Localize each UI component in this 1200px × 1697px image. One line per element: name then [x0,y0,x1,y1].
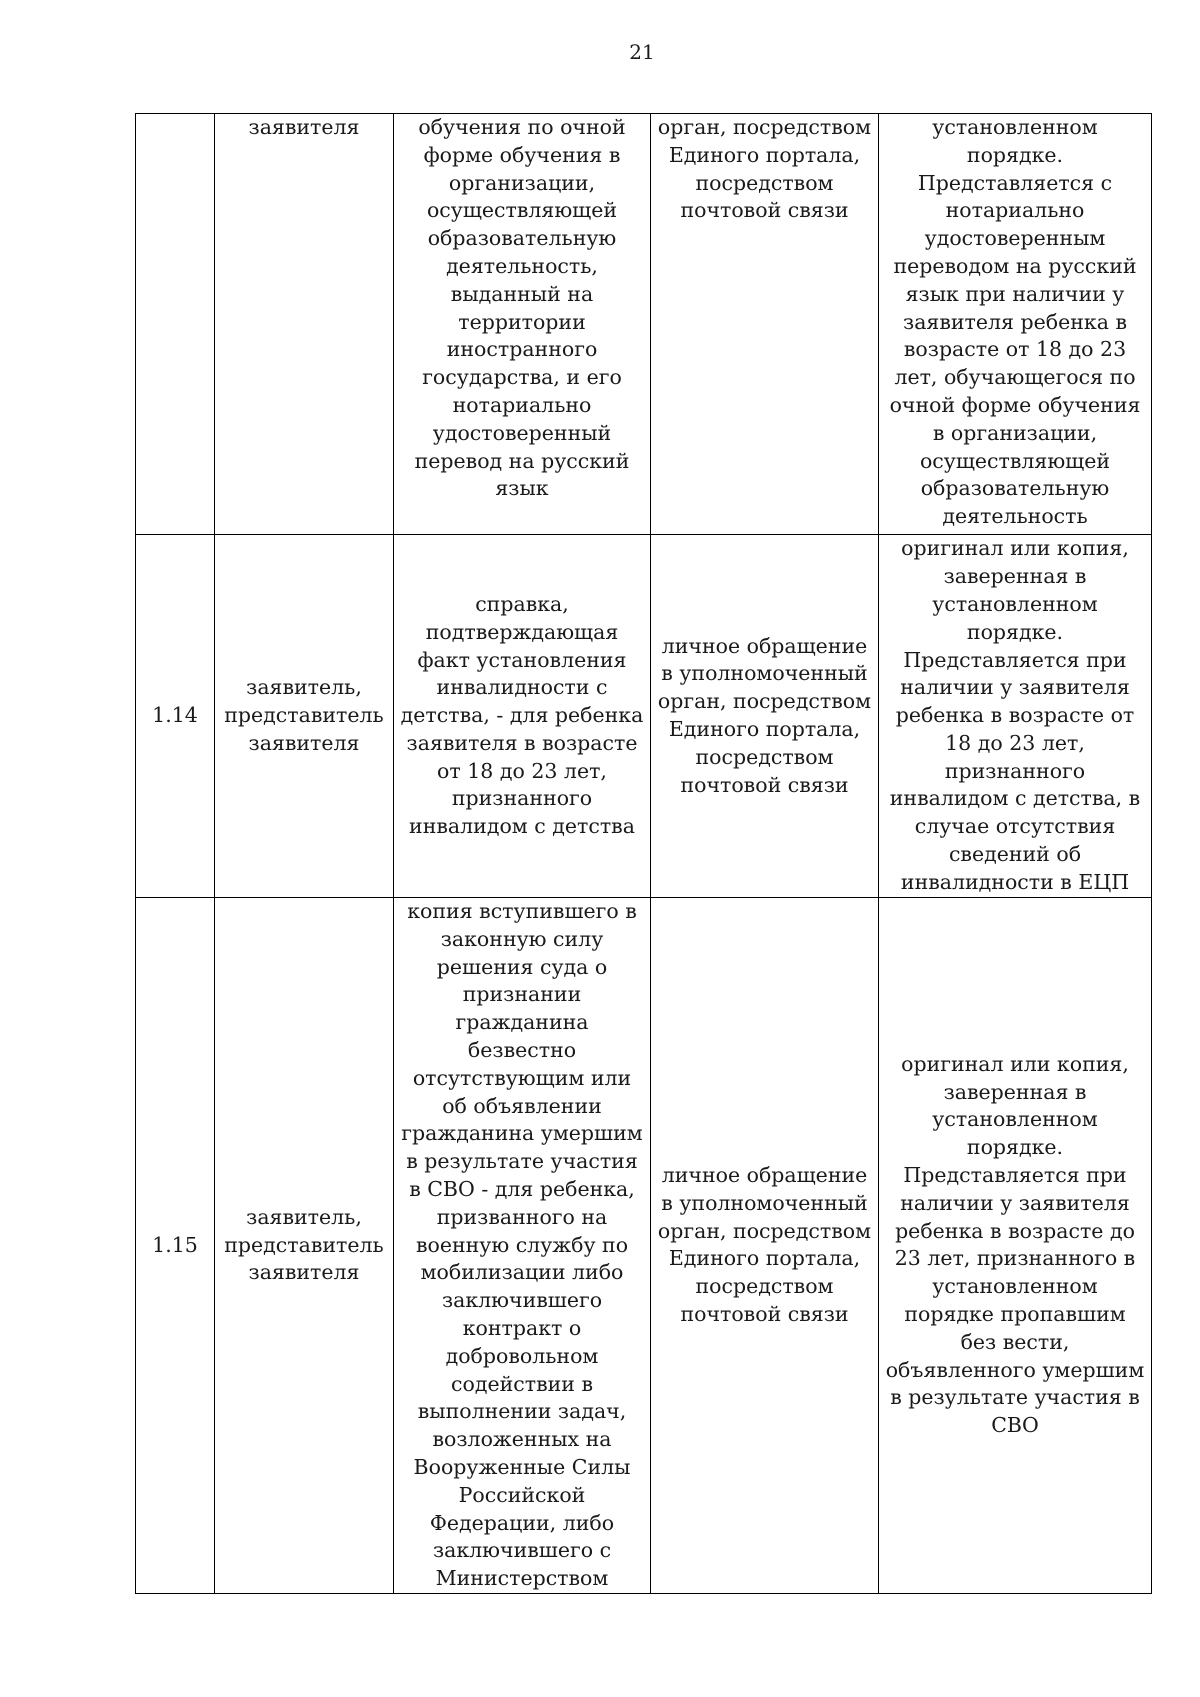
documents-table [135,113,1152,1594]
table-row [136,535,1152,898]
table-row [136,114,1152,535]
document-cell: копия вступившего в законную силу решения суда о признании гражданина безвестно отсутствующим или об объявлении гражданина умершим в результате участия в СВО - для ребенка, призванного на военную службу по мобилизации либо заключившего контракт о добровольном содействии в выполнении задач, возложенных на Вооруженные Силы Российской Федерации, либо заключившего с Министерством [394,898,651,1594]
row-number-cell: 1.14 [136,535,215,898]
applicant-cell: заявитель, представитель заявителя [215,535,394,898]
document-cell: справка, подтверждающая факт установления инвалидности с детства, - для ребенка заявителя в возрасте от 18 до 23 лет, признанного инвалидом с детства [394,535,651,898]
applicant-cell: заявителя [215,114,394,535]
document-cell: обучения по очной форме обучения в организации, осуществляющей образовательную деятельность, выданный на территории иностранного государства, и его нотариально удостоверенный перевод на русский язык [394,114,651,535]
requirements-cell: оригинал или копия, заверенная в установленном порядке. Представляется при наличии у заявителя ребенка в возрасте от 18 до 23 лет, признанного инвалидом с детства, в случае отсутствия сведений об инвалидности в ЕЦП [879,535,1152,898]
submission-method-cell: орган, посредством Единого портала, посредством почтовой связи [651,114,879,535]
row-number-cell [136,114,215,535]
applicant-cell: заявитель, представитель заявителя [215,898,394,1594]
submission-method-cell: личное обращение в уполномоченный орган, посредством Единого портала, посредством почтовой связи [651,898,879,1594]
page-number: 21 [629,40,655,64]
requirements-cell: установленном порядке. Представляется с нотариально удостоверенным переводом на русский язык при наличии у заявителя ребенка в возрасте от 18 до 23 лет, обучающегося по очной форме обучения в организации, осуществляющей образовательную деятельность [879,114,1152,535]
submission-method-cell: личное обращение в уполномоченный орган, посредством Единого портала, посредством почтовой связи [651,535,879,898]
requirements-cell: оригинал или копия, заверенная в установленном порядке. Представляется при наличии у заявителя ребенка в возрасте до 23 лет, признанного в установленном порядке пропавшим без вести, объявленного умершим в результате участия в СВО [879,898,1152,1594]
row-number-cell: 1.15 [136,898,215,1594]
table-row [136,898,1152,1594]
